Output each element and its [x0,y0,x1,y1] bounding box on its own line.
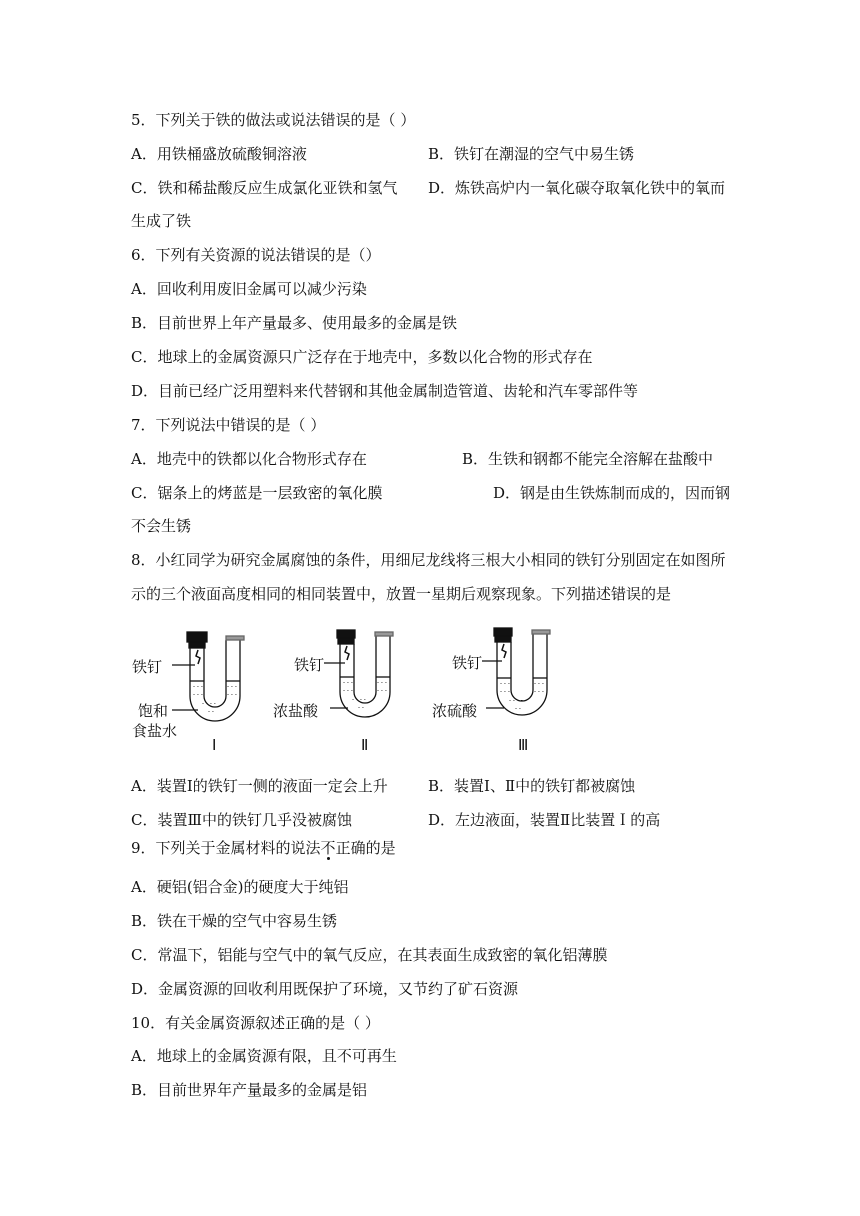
q5-stem: 5．下列关于铁的做法或说法错误的是（ ） [131,111,416,129]
svg-text:- - -: - - - [534,688,544,695]
q6-option-b: B．目前世界上年产量最多、使用最多的金属是铁 [131,314,458,332]
nail-label-1: 铁钉 [132,658,163,676]
apparatus-label-3: Ⅲ [518,738,529,754]
q6-option-d: D．目前已经广泛用塑料来代替钢和其他金属制造管道、齿轮和汽车零部件等 [131,382,639,400]
svg-text:- - -: - - - [227,683,237,690]
stopper-1-lower [189,642,205,648]
q7-option-d: D．钢是由生铁炼制而成的，因而钢 [493,484,731,502]
liquid-dots-3 [500,680,544,712]
svg-text:- - -: - - - [193,691,203,698]
q6-option-a: A．回收利用废旧金属可以减少污染 [131,280,367,298]
svg-text:- -: - - [515,705,521,712]
stopper-3-lower [495,636,511,642]
q9-option-a: A．硬铝(铝合金)的硬度大于纯铝 [131,878,349,896]
svg-text:- - -: - - - [377,679,387,686]
svg-text:- - -: - - - [343,679,353,686]
svg-text:- - - -: - - - - [202,700,216,707]
svg-text:- - -: - - - [227,691,237,698]
q8-option-c: C．装置Ⅲ中的铁钉几乎没被腐蚀 [131,811,352,829]
q5-option-a: A．用铁桶盛放硫酸铜溶液 [131,145,307,163]
q8-apparatus-figure [130,618,590,758]
q10-option-b: B．目前世界年产量最多的金属是铝 [131,1081,368,1099]
svg-text:- - -: - - - [193,683,203,690]
svg-text:- - -: - - - [500,688,510,695]
q9-stem-post: 正确的是 [335,839,396,857]
u-tube-1-inner [204,640,226,707]
q5-option-d-continued: 生成了铁 [131,212,192,230]
nail-label-3: 铁钉 [452,654,483,672]
q9-option-b: B．铁在干燥的空气中容易生锈 [131,912,338,930]
liquid-label-2: 浓盐酸 [273,702,319,720]
q9-stem [131,837,396,859]
liquid-label-3: 浓硫酸 [432,702,478,720]
nail-label-2: 铁钉 [294,656,325,674]
q7-option-a: A．地壳中的铁都以化合物形式存在 [131,450,367,468]
q6-option-c: C．地球上的金属资源只广泛存在于地壳中，多数以化合物的形式存在 [131,348,593,366]
svg-text:- - -: - - - [534,680,544,687]
q5-option-b: B．铁钉在潮湿的空气中易生锈 [428,145,635,163]
liquid-label-1b: 食盐水 [132,722,178,740]
liquid-label-1a: 饱和 [138,702,169,720]
q5-option-c: C．铁和稀盐酸反应生成氯化亚铁和氢气 [131,179,398,197]
q7-option-b: B．生铁和钢都不能完全溶解在盐酸中 [462,450,714,468]
stopper-2-lower [338,638,354,644]
svg-text:- - -: - - - [500,680,510,687]
q7-stem: 7．下列说法中错误的是（ ） [131,416,326,434]
tube-2-rim [375,632,393,636]
stopper-1 [187,632,207,642]
iron-nail-3 [502,644,506,658]
q9-stem-pre: 9．下列关于金属材料的说法 [131,839,321,857]
apparatus-label-1: Ⅰ [212,738,217,754]
q8-stem-line-1: 8．小红同学为研究金属腐蚀的条件，用细尼龙线将三根大小相同的铁钉分别固定在如图所 [131,551,726,569]
q9-option-d: D．金属资源的回收利用既保护了环境，又节约了矿石资源 [131,980,519,998]
svg-text:- -: - - [358,704,364,711]
q7-option-c: C．锯条上的烤蓝是一层致密的氧化膜 [131,484,383,502]
q10-option-a: A．地球上的金属资源有限，且不可再生 [131,1047,397,1065]
tube-1-rim [226,636,244,640]
q7-option-d-continued: 不会生锈 [131,517,192,535]
stopper-2 [337,630,355,638]
q5-option-d: D．炼铁高炉内一氧化碳夺取氧化铁中的氧而 [428,179,726,197]
liquid-dots-2 [343,679,387,711]
svg-text:- - - -: - - - - [509,697,523,704]
svg-text:- - -: - - - [343,687,353,694]
iron-nail-2 [345,646,349,660]
q6-stem: 6．下列有关资源的说法错误的是（） [131,246,381,264]
q9-stem-emphasis: 不 [320,839,336,857]
q10-stem: 10．有关金属资源叙述正确的是（ ） [131,1014,380,1032]
svg-text:- - -: - - - [377,687,387,694]
stopper-3 [494,628,512,636]
q8-option-b: B．装置Ⅰ、Ⅱ中的铁钉都被腐蚀 [428,777,636,795]
q8-stem-line-2: 示的三个液面高度相同的相同装置中，放置一星期后观察现象。下列描述错误的是 [131,585,672,603]
apparatus-label-2: Ⅱ [361,738,369,754]
tube-3-rim [532,630,550,634]
u-tube-2-inner [354,636,376,703]
q8-option-a: A．装置Ⅰ的铁钉一侧的液面一定会上升 [131,777,388,795]
svg-text:- - - -: - - - - [352,696,366,703]
q8-option-d: D．左边液面，装置Ⅱ比装置Ｉ的高 [428,811,661,829]
u-tube-3-inner [511,634,533,701]
svg-text:- -: - - [208,708,214,715]
liquid-dots-1 [193,683,237,715]
q9-option-c: C．常温下，铝能与空气中的氧气反应，在其表面生成致密的氧化铝薄膜 [131,946,608,964]
iron-nail-1 [196,650,200,664]
